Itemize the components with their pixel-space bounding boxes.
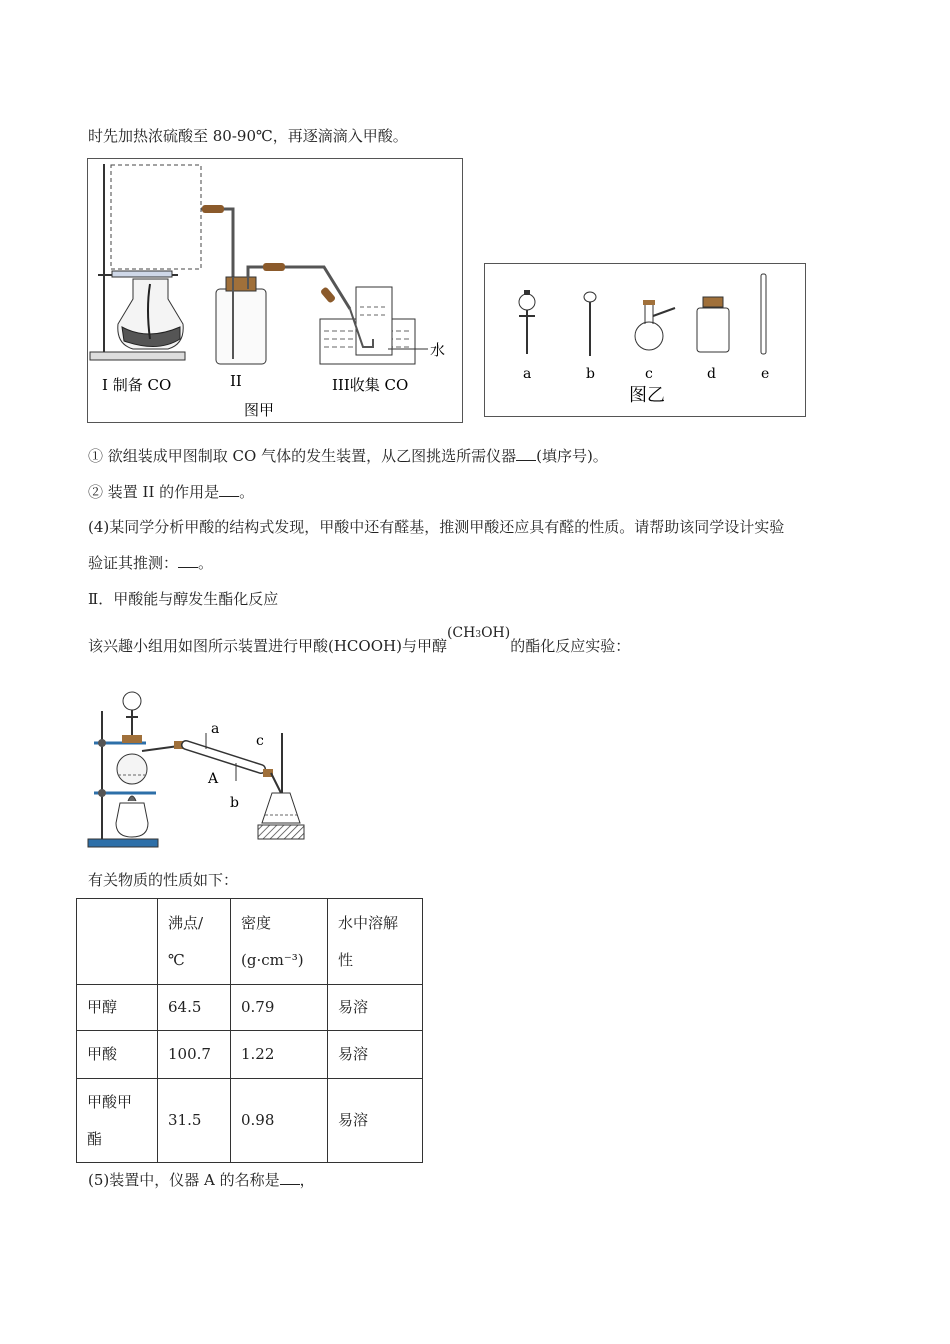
- label-a-inlet: a: [211, 721, 220, 737]
- figure-jia: [87, 158, 463, 423]
- table-cell: 64.5: [158, 985, 231, 1031]
- table-cell: 1.22: [231, 1031, 328, 1079]
- label-I: I 制备 CO: [102, 376, 172, 394]
- label-e: e: [761, 366, 770, 382]
- label-d: d: [707, 366, 716, 382]
- label-b: b: [586, 366, 595, 382]
- answer-blank[interactable]: [516, 446, 536, 461]
- table-row: [77, 985, 423, 1031]
- table-cell: 0.79: [231, 985, 328, 1031]
- answer-blank[interactable]: [219, 482, 239, 497]
- table-cell: 甲酸甲 酯: [77, 1079, 158, 1163]
- label-A-condenser: A: [208, 771, 219, 787]
- section-2-title: Ⅱ．甲酸能与醇发生酯化反应: [88, 590, 279, 608]
- esterification-diagram: [86, 683, 316, 853]
- intro-text: 时先加热浓硫酸至 80-90℃，再逐滴滴入甲酸。: [88, 127, 408, 145]
- label-water: 水: [430, 341, 446, 359]
- table-header-cell: 水中溶解 性: [328, 899, 423, 985]
- label-II: II: [230, 372, 242, 390]
- figure-esterification: [86, 683, 316, 853]
- question-1: ① 欲组装成甲图制取 CO 气体的发生装置，从乙图挑选所需仪器 (填序号)。: [88, 447, 608, 465]
- methanol-formula: (CH3OH): [446, 625, 511, 641]
- figure-yi: [484, 263, 806, 417]
- table-cell: 31.5: [158, 1079, 231, 1163]
- table-cell: 易溶: [328, 1031, 423, 1079]
- question-2: ② 装置 II 的作用是 。: [88, 483, 255, 501]
- label-b-outlet: b: [230, 795, 239, 811]
- table-header-cell: 沸点/ ℃: [158, 899, 231, 985]
- properties-intro: 有关物质的性质如下：: [88, 871, 239, 889]
- instruments-diagram: [485, 264, 805, 416]
- ester-intro: 该兴趣小组用如图所示装置进行甲酸(HCOOH)与甲醇(CH3OH)的酯化反应实验：: [88, 625, 631, 655]
- question-5: (5)装置中，仪器 A 的名称是 ，: [88, 1171, 315, 1189]
- caption-yi: 图乙: [629, 385, 665, 406]
- caption-jia: 图甲: [244, 401, 275, 419]
- table-header-cell: 密度 (g·cm⁻³): [231, 899, 328, 985]
- table-header-cell: [77, 899, 158, 985]
- table-cell: 0.98: [231, 1079, 328, 1163]
- table-cell: 易溶: [328, 985, 423, 1031]
- table-cell: 甲醇: [77, 985, 158, 1031]
- table-row: [77, 1079, 423, 1163]
- table-cell: 易溶: [328, 1079, 423, 1163]
- table-header-row: [77, 899, 423, 985]
- answer-blank[interactable]: [280, 1170, 300, 1185]
- label-c: c: [645, 366, 653, 382]
- question-4-line2: 验证其推测： 。: [88, 554, 214, 572]
- properties-table: [76, 898, 423, 1163]
- apparatus-co-diagram: [88, 159, 462, 422]
- answer-blank[interactable]: [178, 553, 198, 568]
- label-III: III收集 CO: [332, 376, 409, 394]
- table-cell: 甲酸: [77, 1031, 158, 1079]
- label-c-thermometer: c: [256, 733, 264, 749]
- table-cell: 100.7: [158, 1031, 231, 1079]
- table-row: [77, 1031, 423, 1079]
- question-4-line1: (4)某同学分析甲酸的结构式发现，甲酸中还有醛基，推测甲酸还应具有醛的性质。请帮助该同学设计实验: [88, 518, 785, 536]
- label-a: a: [523, 366, 532, 382]
